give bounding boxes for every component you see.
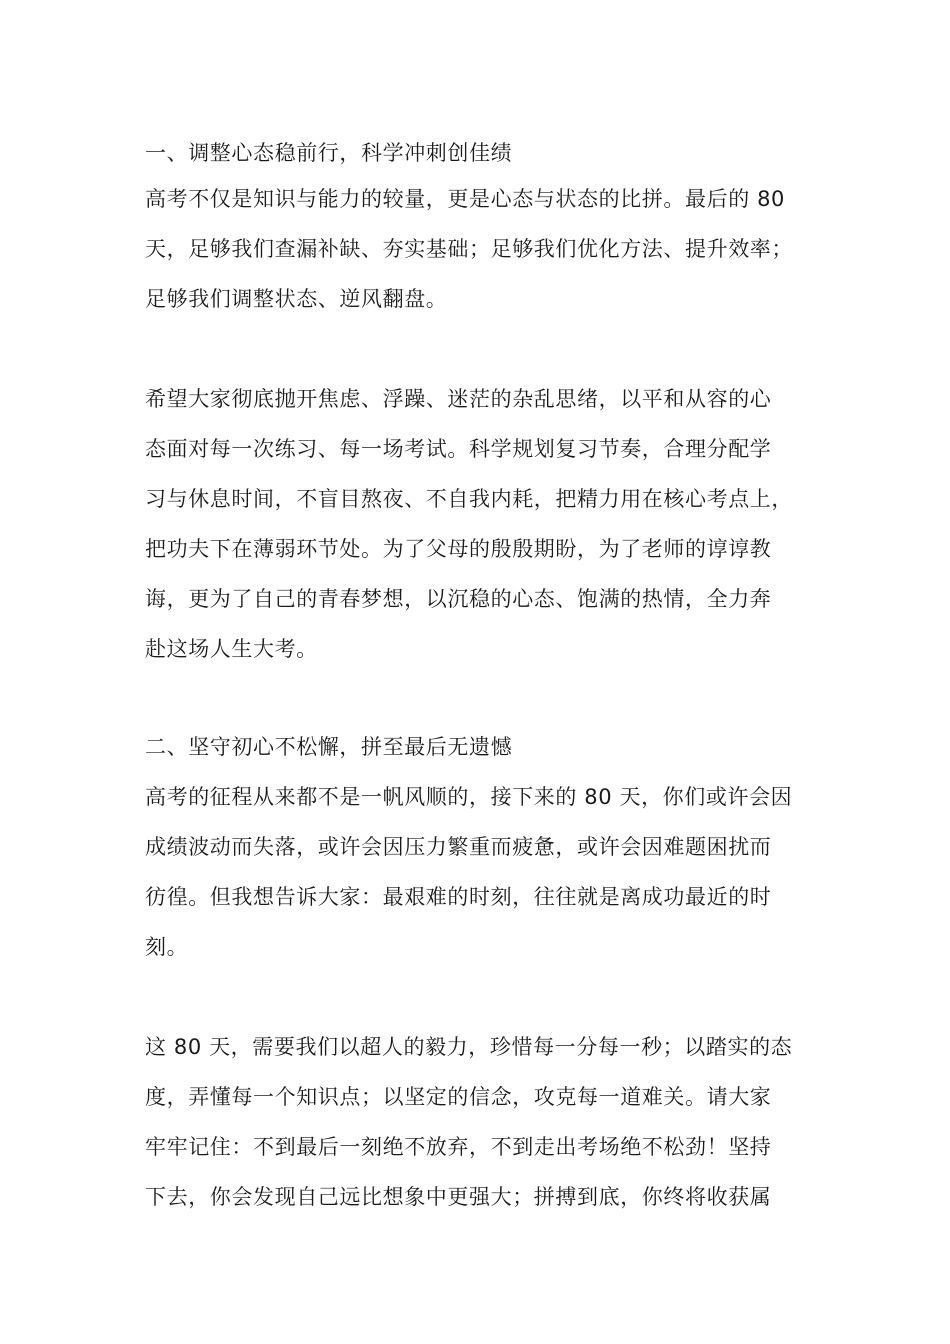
text-line: 刻。: [145, 935, 189, 959]
text-line: 天，足够我们查漏补缺、夯实基础；足够我们优化方法、提升效率；: [145, 237, 793, 261]
section1-paragraph-1: [145, 174, 815, 324]
text-line: 态面对每一次练习、每一场考试。科学规划复习节奏，合理分配学: [145, 437, 772, 461]
text-line: 足够我们调整状态、逆风翻盘。: [145, 287, 448, 311]
text-line: 把功夫下在薄弱环节处。为了父母的殷殷期盼，为了老师的谆谆教: [145, 537, 772, 561]
section2-paragraph-1: [145, 772, 815, 972]
text-line: 下去，你会发现自己远比想象中更强大；拼搏到底，你终将收获属: [145, 1185, 772, 1209]
text-line: 彷徨。但我想告诉大家：最艰难的时刻，往往就是离成功最近的时: [145, 885, 772, 909]
section1-paragraph-2: [145, 374, 815, 674]
text-line: 诲，更为了自己的青春梦想，以沉稳的心态、饱满的热情，全力奔: [145, 587, 772, 611]
text-line: 成绩波动而失落，或许会因压力繁重而疲惫，或许会因难题困扰而: [145, 835, 772, 859]
text-line: 希望大家彻底抛开焦虑、浮躁、迷茫的杂乱思绪，以平和从容的心: [145, 387, 772, 411]
text-line: 牢牢记住：不到最后一刻绝不放弃，不到走出考场绝不松劲！坚持: [145, 1135, 772, 1159]
text-line: 高考不仅是知识与能力的较量，更是心态与状态的比拼。最后的 80: [145, 187, 785, 211]
text-line: 习与休息时间，不盲目熬夜、不自我内耗，把精力用在核心考点上，: [145, 487, 793, 511]
section1-heading: [145, 128, 815, 178]
section2-paragraph-2: [145, 1022, 815, 1222]
text-line: 这 80 天，需要我们以超人的毅力，珍惜每一分每一秒；以踏实的态: [145, 1035, 793, 1059]
section1-heading-text: 一、调整心态稳前行，科学冲刺创佳绩: [145, 141, 513, 165]
text-line: 度，弄懂每一个知识点；以坚定的信念，攻克每一道难关。请大家: [145, 1085, 772, 1109]
text-line: 高考的征程从来都不是一帆风顺的，接下来的 80 天，你们或许会因: [145, 785, 793, 809]
text-line: 赴这场人生大考。: [145, 637, 318, 661]
section2-heading: [145, 722, 815, 772]
section2-heading-text: 二、坚守初心不松懈，拼至最后无遗憾: [145, 735, 513, 759]
